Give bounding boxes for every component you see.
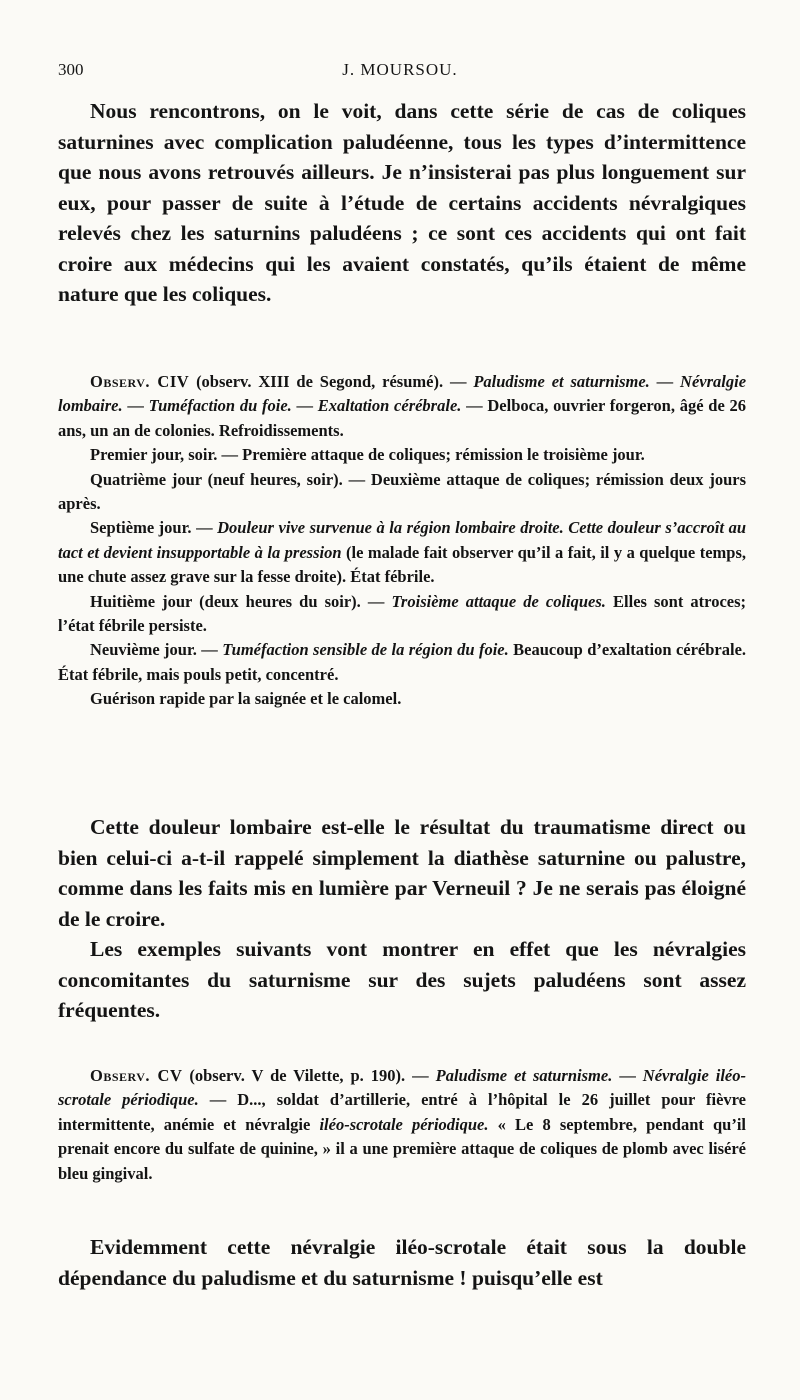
- obs-civ-label: Observ. CIV: [90, 372, 190, 391]
- paragraph-conclusion: [58, 1232, 746, 1293]
- obs-civ-dash-1: —: [656, 372, 674, 391]
- paragraph-1: Nous rencontrons, on le voit, dans cette série de cas de coliques saturnines avec complication paludéenne, tous les types d’intermittence que nous avons retrouvés ailleurs. Je n’insisterai pas plus longuement sur eux, pour passer de suite à l’étude de certains accidents névralgiques relevés chez les saturnins paludéens ; ce sont ces accidents qui ont fait croire aux médecins qui les avaient constatés, qu’ils étaient de même nature que les coliques.: [58, 99, 746, 306]
- obs-civ-day-8-c: Elles sont atroces; l’état fébrile persiste.: [58, 591, 747, 636]
- obs-civ-dash-3: —: [296, 396, 314, 416]
- obs-cv-ref: (observ. V de Vilette, p. 190). —: [189, 1066, 429, 1085]
- obs-civ-day-7-b: Douleur vive survenue à la région lombaire droite. Cette douleur s’accroît au tact et devient insupportable à la pression: [58, 518, 746, 562]
- obs-civ-title-4: Exaltation cérébrale.: [317, 396, 462, 416]
- obs-civ-title-1: Paludisme et saturnisme.: [473, 372, 650, 391]
- running-title: J. MOURSOU.: [342, 60, 458, 79]
- page-number: 300: [58, 60, 84, 79]
- obs-civ-day-8-b: Troisième attaque de coliques.: [391, 591, 606, 611]
- paragraph-2: Cette douleur lombaire est-elle le résultat du traumatisme direct ou bien celui-ci a-t-il rappelé simplement la diathèse saturnine ou palustre, comme dans les faits mis en lumière par Verneuil ? Je ne serais pas éloigné de le croire.: [58, 815, 746, 931]
- obs-civ-title-2: Névralgie lombaire.: [58, 372, 747, 416]
- obs-civ-title-3: Tuméfaction du foie.: [148, 396, 292, 416]
- obs-cv-rest-2: « Le 8 septembre, pendant qu’il prenait encore du sulfate de quinine, » il a une première attaque de coliques de plomb avec liséré bleu gingival.: [58, 1114, 747, 1183]
- observation-civ: [58, 370, 746, 712]
- obs-civ-day-9-b: Tuméfaction sensible de la région du foie.: [222, 640, 509, 660]
- obs-civ-ref: (observ. XIII de Segond, résumé). —: [196, 372, 467, 391]
- observation-cv: [58, 1064, 746, 1186]
- obs-civ-day-9: [58, 638, 746, 687]
- paragraph-discussion: [58, 812, 746, 1026]
- obs-cv-dash-1: —: [619, 1066, 636, 1085]
- obs-civ-heading: [58, 370, 746, 443]
- obs-civ-day-7: [58, 516, 746, 589]
- obs-cv-title-3: iléo-scrotale périodique.: [319, 1114, 489, 1134]
- obs-civ-dash-2: —: [127, 396, 144, 416]
- obs-civ-day-9-a: Neuvième jour. —: [90, 640, 218, 660]
- obs-civ-day-7-a: Septième jour. —: [90, 518, 213, 538]
- obs-civ-day-9-c: Beaucoup d’exaltation cérébrale. État fébrile, mais pouls petit, concentré.: [58, 640, 747, 684]
- obs-civ-cure: Guérison rapide par la saignée et le calomel.: [90, 689, 402, 709]
- obs-cv-rest-1: — D..., soldat d’artillerie, entré à l’hôpital le 26 juillet pour fièvre intermittente, anémie et névralgie: [58, 1090, 747, 1134]
- obs-civ-day-8: [58, 590, 746, 639]
- paragraph-intro: [58, 96, 746, 310]
- obs-cv-label: Observ. CV: [90, 1066, 183, 1085]
- page-header: [58, 60, 742, 84]
- paragraph-3: Les exemples suivants vont montrer en effet que les névralgies concomitantes du saturnisme sur des sujets paludéens sont assez fréquentes.: [58, 937, 746, 1022]
- obs-civ-day-8-a: Huitième jour (deux heures du soir). —: [90, 591, 385, 611]
- obs-cv-title-1: Paludisme et saturnisme.: [435, 1066, 613, 1085]
- obs-civ-day-4: Quatrième jour (neuf heures, soir). — Deuxième attaque de coliques; rémission deux jours après.: [58, 469, 746, 514]
- paragraph-4: Evidemment cette névralgie iléo-scrotale était sous la double dépendance du paludisme et du saturnisme ! puisqu’elle est: [58, 1235, 746, 1290]
- obs-civ-day-7-c: (le malade fait observer qu’il a fait, il y a quelque temps, une chute assez grave sur la fesse droite). État fébrile.: [58, 542, 747, 587]
- obs-civ-rest: — Delboca, ouvrier forgeron, âgé de 26 ans, un an de colonies. Refroidissements.: [58, 396, 747, 440]
- obs-cv-text: [58, 1064, 746, 1186]
- obs-cv-title-2: Névralgie iléo-scrotale périodique.: [58, 1066, 746, 1110]
- obs-civ-day-1: Premier jour, soir. — Première attaque de coliques; rémission le troisième jour.: [90, 445, 645, 465]
